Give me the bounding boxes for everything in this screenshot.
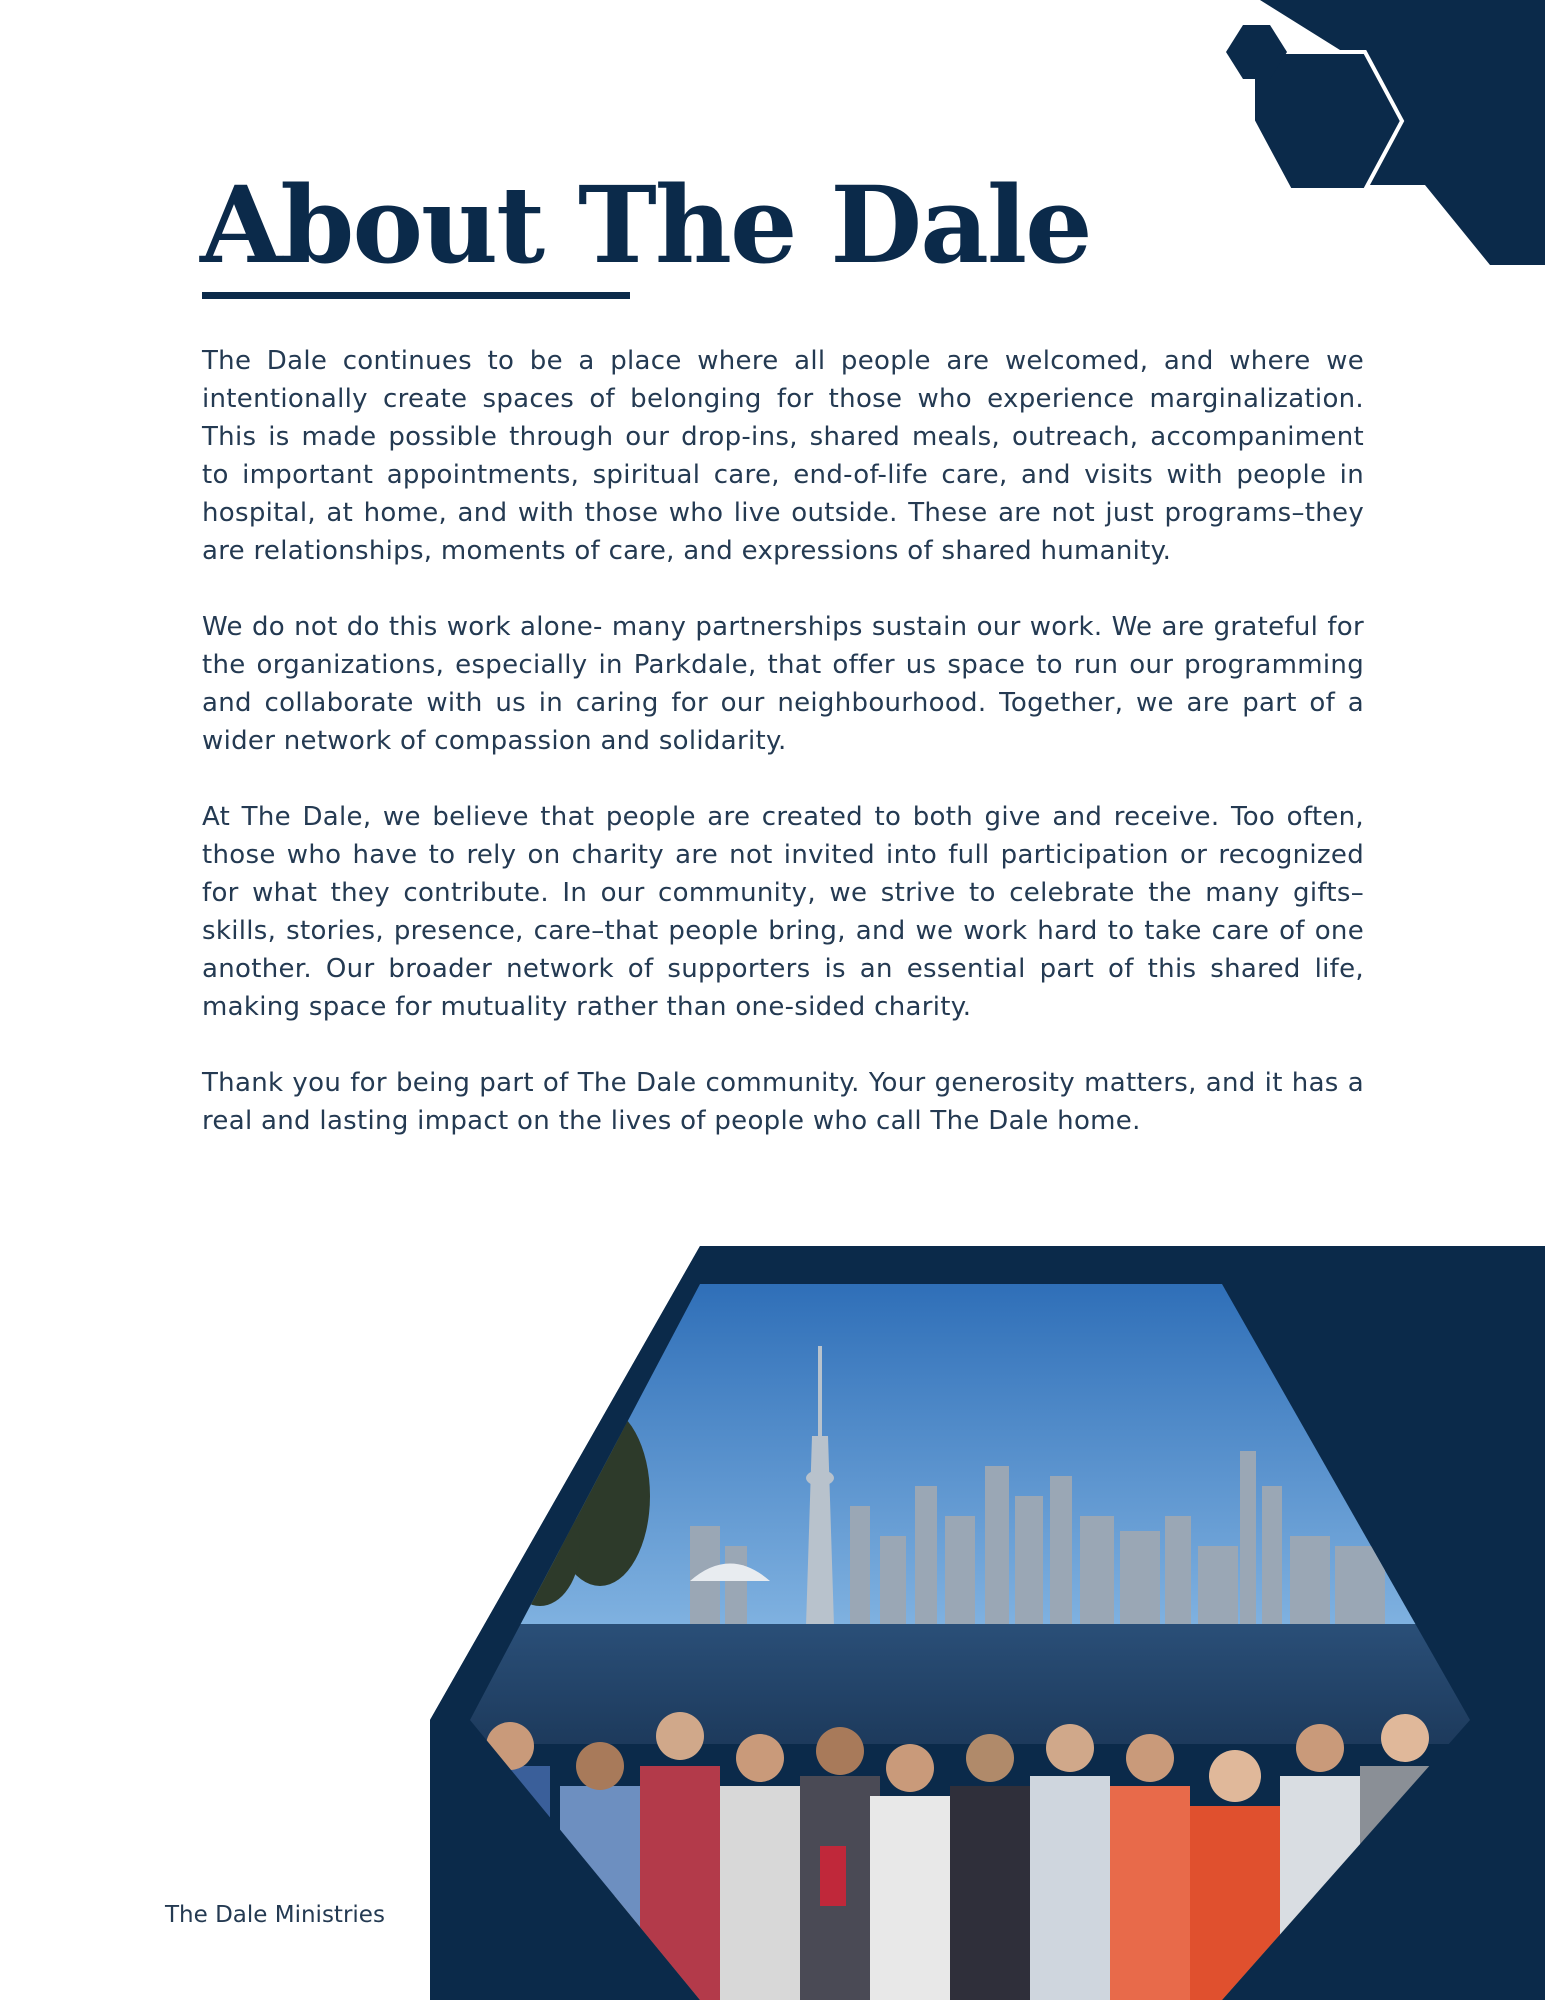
- footer-label: The Dale Ministries: [165, 1902, 385, 1928]
- title-underline: [202, 292, 630, 299]
- paragraph-4: Thank you for being part of The Dale community. Your generosity matters, and it has a real and lasting impact on the lives of people who call The Dale home.: [202, 1068, 1364, 1136]
- paragraph-3: At The Dale, we believe that people are created to both give and receive. Too often, those who have to rely on charity are not invited into full participation or recognized for what they contribute. In our community, we strive to celebrate the many gifts–skills, stories, presence, care–that people bring, and we work hard to take care of one another. Our broader network of supporters is an essential part of this shared life, making space for mutuality rather than one-sided charity.: [202, 802, 1364, 1022]
- photo-panel: [0, 1246, 1545, 2000]
- body-text: [202, 342, 1364, 1178]
- paragraph-2: We do not do this work alone- many partnerships sustain our work. We are grateful for the organizations, especially in Parkdale, that offer us space to run our programming and collaborate with us in caring for our neighbourhood. Together, we are part of a wider network of compassion and solidarity.: [202, 612, 1364, 756]
- page-title: About The Dale: [200, 162, 1091, 287]
- lake: [400, 1624, 1500, 1744]
- paragraph-1: The Dale continues to be a place where all people are welcomed, and where we intentionally create spaces of belonging for those who experience marginalization. This is made possible through our drop-ins, shared meals, outreach, accompaniment to important appointments, spiritual care, end-of-life care, and visits with people in hospital, at home, and with those who live outside. These are not just programs–they are relationships, moments of care, and expressions of shared humanity.: [202, 346, 1364, 566]
